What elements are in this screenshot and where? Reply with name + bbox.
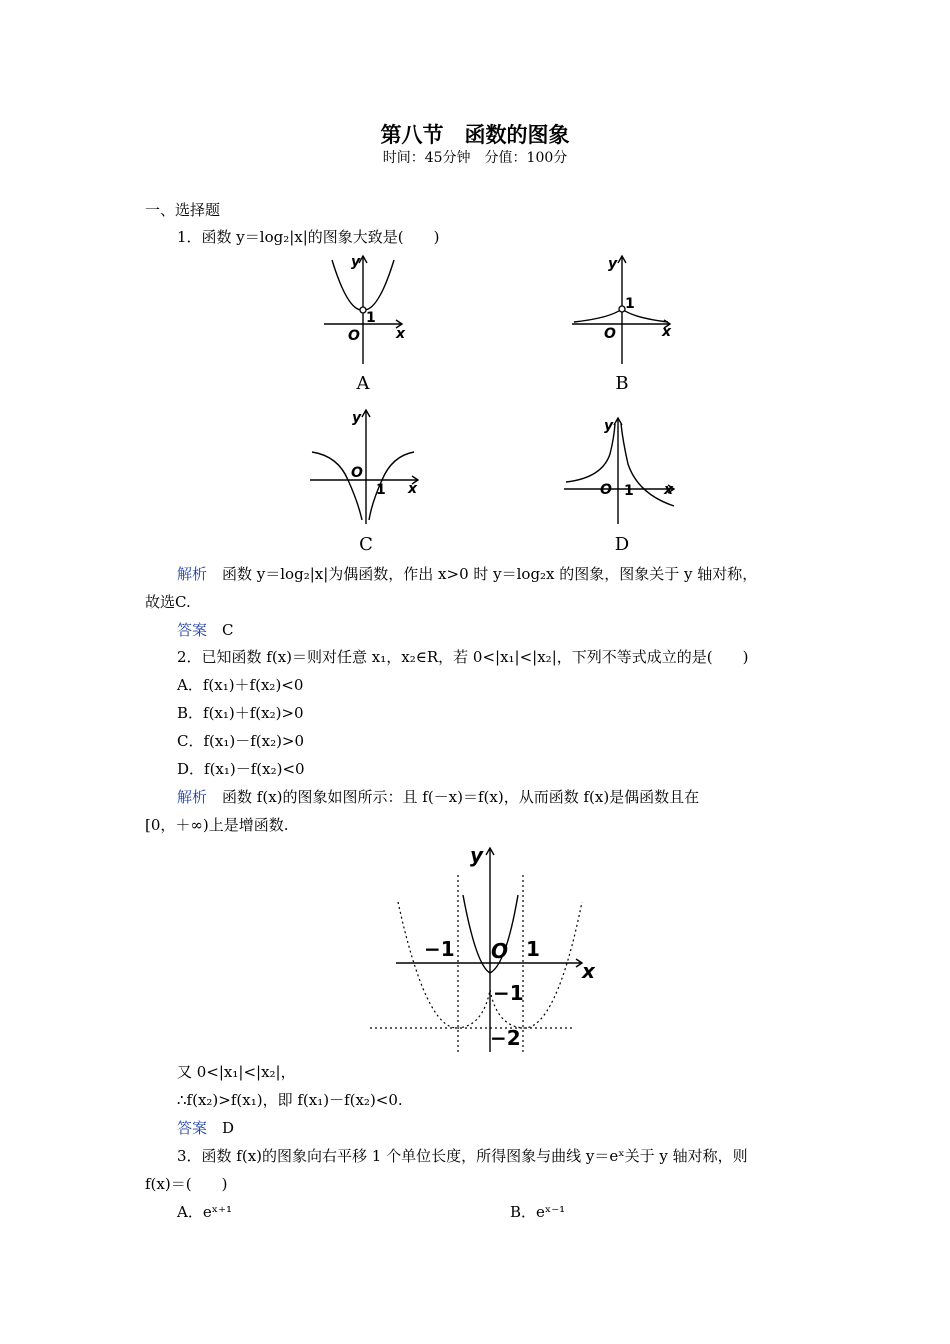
q2-line3: 又 0<|x₁|<|x₂|， bbox=[177, 1063, 296, 1081]
x-label: x bbox=[582, 959, 595, 983]
neg-one-label: −1 bbox=[424, 937, 455, 961]
q2-stem: 2．已知函数 f(x)＝则对任意 x₁，x₂∈R，若 0<|x₁|<|x₂|，下列不等式成立的是( ) bbox=[177, 648, 749, 666]
q1-graph-b bbox=[570, 252, 675, 364]
q2-answer-value: D bbox=[207, 1119, 235, 1137]
dotted-curve-right bbox=[490, 902, 582, 1028]
origin-label: O bbox=[351, 465, 363, 481]
y-label: y bbox=[351, 254, 361, 270]
q1-analysis-line2: 故选C. bbox=[145, 593, 191, 611]
analysis-label: 解析 bbox=[177, 788, 208, 806]
q1-answer bbox=[177, 620, 234, 640]
one-label: 1 bbox=[625, 296, 635, 312]
q2-graph bbox=[368, 840, 600, 1055]
q1-graph-d bbox=[562, 414, 680, 526]
q2-line4: ∴f(x₂)>f(x₁)，即 f(x₁)－f(x₂)<0. bbox=[177, 1091, 403, 1109]
page-title: 第八节 函数的图象 bbox=[380, 122, 570, 147]
y-label: y bbox=[470, 843, 484, 867]
q2-answer bbox=[177, 1118, 234, 1138]
q1-option-a: A bbox=[356, 373, 370, 394]
q2-option-a: A．f(x₁)＋f(x₂)<0 bbox=[177, 676, 304, 694]
analysis-label: 解析 bbox=[177, 565, 208, 583]
one-label: 1 bbox=[624, 483, 634, 499]
one-label: 1 bbox=[526, 937, 540, 961]
origin-label: O bbox=[348, 328, 360, 344]
q2-analysis-text: 函数 f(x)的图象如图所示：且 f(－x)＝f(x)，从而函数 f(x)是偶函数且在 bbox=[207, 788, 700, 806]
q1-graph-c bbox=[308, 406, 423, 524]
q2-option-b: B．f(x₁)＋f(x₂)>0 bbox=[177, 704, 304, 722]
y-neg-one-label: −1 bbox=[493, 981, 524, 1005]
y-label: y bbox=[608, 256, 618, 272]
q1-graph-a bbox=[318, 252, 408, 364]
y-label: y bbox=[604, 418, 614, 434]
q2-option-c: C．f(x₁)－f(x₂)>0 bbox=[177, 732, 305, 750]
q1-answer-value: C bbox=[207, 621, 234, 639]
page-subtitle: 时间：45分钟 分值：100分 bbox=[382, 150, 568, 166]
answer-label: 答案 bbox=[177, 621, 208, 639]
q1-stem: 1．函数 y＝log₂|x|的图象大致是( ) bbox=[177, 228, 440, 246]
x-label: x bbox=[396, 326, 406, 342]
q1-option-d: D bbox=[614, 534, 630, 555]
q3-stem-line2: f(x)＝( ) bbox=[145, 1175, 228, 1193]
q1-analysis bbox=[177, 564, 757, 584]
q3-option-a: A．eˣ⁺¹ bbox=[177, 1203, 232, 1221]
q2-option-d: D．f(x₁)－f(x₂)<0 bbox=[177, 760, 305, 778]
x-label: x bbox=[664, 482, 674, 498]
q1-option-c: C bbox=[359, 534, 373, 555]
x-label: x bbox=[408, 481, 418, 497]
origin-label: O bbox=[491, 939, 509, 963]
origin-label: O bbox=[604, 326, 616, 342]
q3-option-b: B．eˣ⁻¹ bbox=[510, 1203, 566, 1221]
q2-analysis bbox=[177, 787, 699, 807]
section-heading: 一、选择题 bbox=[145, 201, 221, 219]
x-label: x bbox=[662, 324, 672, 340]
one-label: 1 bbox=[376, 482, 386, 498]
q2-analysis-line2: [0，＋∞)上是增函数. bbox=[145, 816, 289, 834]
answer-label: 答案 bbox=[177, 1119, 208, 1137]
q1-analysis-text: 函数 y＝log₂|x|为偶函数，作出 x>0 时 y＝log₂x 的图象，图象关于 y 轴对称， bbox=[207, 565, 758, 583]
y-label: y bbox=[352, 410, 362, 426]
q3-stem: 3．函数 f(x)的图象向右平移 1 个单位长度，所得图象与曲线 y＝eˣ关于 y 轴对称，则 bbox=[177, 1147, 748, 1165]
curve-left bbox=[312, 452, 362, 520]
y-neg-two-label: −2 bbox=[490, 1026, 521, 1050]
dotted-curve-left bbox=[398, 902, 490, 1028]
one-label: 1 bbox=[366, 310, 376, 326]
q1-option-b: B bbox=[615, 373, 629, 394]
origin-label: O bbox=[600, 482, 612, 498]
